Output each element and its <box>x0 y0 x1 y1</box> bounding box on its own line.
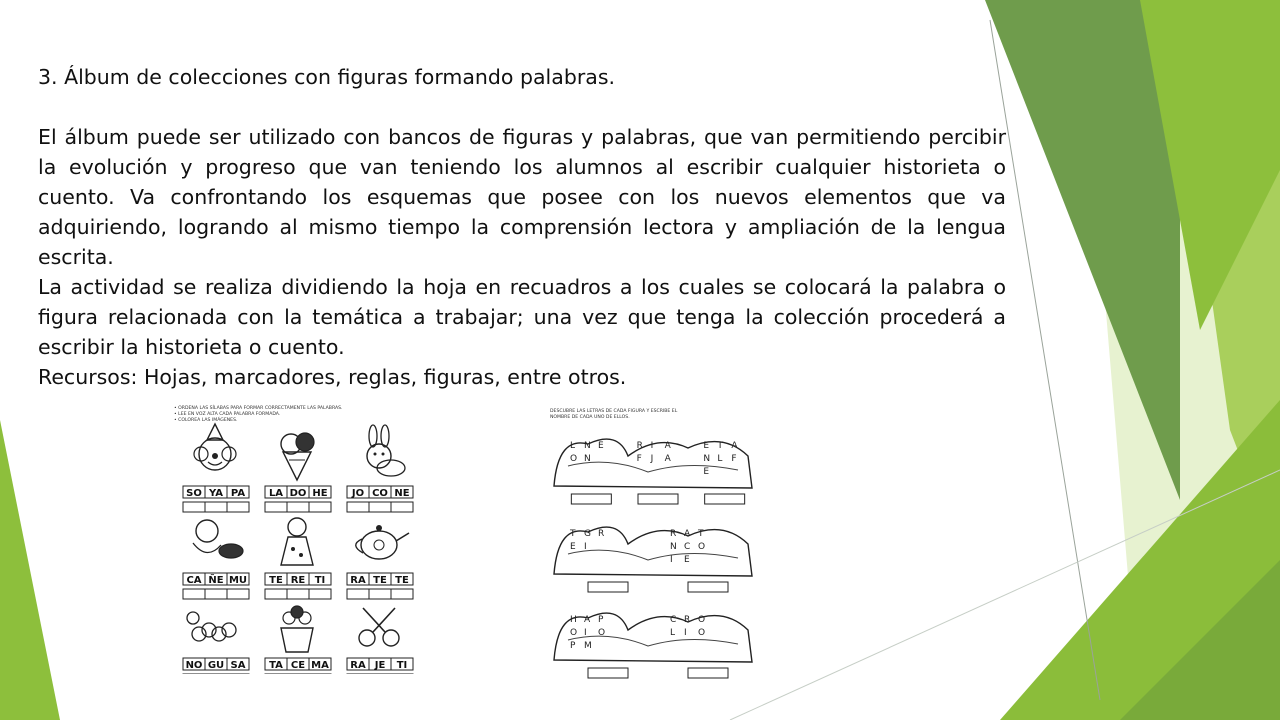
name-answer-box <box>688 582 728 592</box>
hidden-letter: N <box>584 454 591 464</box>
hidden-letter: O <box>598 628 606 638</box>
syllable-text: RA <box>350 660 366 671</box>
hidden-letter: I <box>684 628 687 638</box>
hidden-letter: C <box>670 615 677 625</box>
hidden-letter: E <box>598 441 604 451</box>
hidden-letter: R <box>670 529 677 539</box>
worksheet-cell <box>183 424 249 512</box>
answer-box <box>391 589 413 599</box>
hidden-letter: O <box>570 628 578 638</box>
answer-box <box>369 589 391 599</box>
hidden-letter: F <box>636 454 642 464</box>
facet-dark-top <box>985 0 1180 500</box>
worksheet-instruction: • COLOREA LAS IMÁGENES. <box>174 418 238 423</box>
hidden-letter: J <box>650 454 654 464</box>
paragraph-resources: Recursos: Hojas, marcadores, reglas, figuras, entre otros. <box>38 365 627 389</box>
syllable-text: TA <box>269 660 283 671</box>
slide-heading: 3. Álbum de colecciones con figuras formando palabras. <box>38 65 616 89</box>
hidden-letter: H <box>570 615 577 625</box>
syllable-text: CE <box>290 660 306 671</box>
worksheet-cell <box>265 433 331 512</box>
answer-box <box>265 502 287 512</box>
doll-icon <box>196 520 218 542</box>
worksheet-cell <box>183 520 249 599</box>
syllable-text: DO <box>289 488 307 499</box>
answer-box <box>183 502 205 512</box>
facet-left-green <box>0 420 60 720</box>
worksheet-instruction: • ORDENA LAS SÍLABAS PARA FORMAR CORRECTAMENTE LAS PALABRAS. <box>174 406 343 411</box>
syllable-text: MA <box>311 660 329 671</box>
worksheet-animals-image <box>548 404 760 680</box>
hidden-letter: T <box>717 441 723 451</box>
hidden-letter: T <box>570 529 576 539</box>
answer-box <box>183 589 205 599</box>
worksheet-instruction: • LEE EN VOZ ALTA CADA PALABRA FORMADA. <box>174 412 281 417</box>
syllable-text: LA <box>268 488 284 499</box>
hidden-letter: L <box>570 441 576 451</box>
hidden-letter: A <box>664 454 671 464</box>
syllable-text: NE <box>394 488 410 499</box>
hidden-letter: O <box>698 628 706 638</box>
syllable-text: NO <box>185 660 203 671</box>
hidden-letter: N <box>584 441 591 451</box>
hidden-letter: O <box>570 454 578 464</box>
hidden-letter: C <box>684 542 691 552</box>
answer-box <box>347 502 369 512</box>
hidden-letter: N <box>670 542 677 552</box>
hidden-letter: P <box>598 615 604 625</box>
hidden-letter: G <box>584 529 591 539</box>
syllable-text: SO <box>186 488 202 499</box>
hidden-letter: E <box>703 441 710 451</box>
hidden-letter: R <box>598 529 605 539</box>
teapot-icon <box>361 531 397 559</box>
hidden-letter: P <box>570 641 576 651</box>
syllable-text: CO <box>372 488 388 499</box>
worksheet-cell <box>265 606 331 674</box>
answer-box <box>391 502 413 512</box>
answer-box <box>227 589 249 599</box>
worksheet-cell <box>347 608 413 674</box>
answer-box <box>227 502 249 512</box>
syllable-text: TE <box>395 575 409 586</box>
flower-pot-icon <box>281 628 313 652</box>
worksheet-instruction: DESCUBRE LAS LETRAS DE CADA FIGURA Y ESCRIBE EL <box>550 409 678 414</box>
slide-text <box>38 62 1006 392</box>
name-answer-box <box>588 582 628 592</box>
answer-box <box>309 502 331 512</box>
hidden-letter: R <box>636 441 643 451</box>
answer-box <box>265 589 287 599</box>
animal-band <box>554 613 752 678</box>
syllable-text: RA <box>350 575 366 586</box>
answer-box <box>205 589 227 599</box>
animal-band <box>554 527 752 592</box>
hidden-letter: L <box>670 628 676 638</box>
scissors-icon <box>359 630 375 646</box>
hidden-letter: I <box>584 542 587 552</box>
worksheet-cell <box>183 612 249 674</box>
name-answer-box <box>571 494 611 504</box>
hidden-letter: N <box>703 454 711 464</box>
syllable-text: CA <box>186 575 202 586</box>
syllable-text: PA <box>230 488 246 499</box>
name-answer-box <box>688 668 728 678</box>
answer-box <box>205 502 227 512</box>
hidden-letter: E <box>703 467 710 477</box>
syllable-text: RE <box>290 575 306 586</box>
syllable-text: TE <box>373 575 387 586</box>
hidden-letter: A <box>664 441 671 451</box>
hidden-letter: I <box>670 555 673 565</box>
worksheet-cell <box>347 525 413 599</box>
syllable-text: TE <box>269 575 283 586</box>
hidden-letter: T <box>698 529 704 539</box>
hidden-letter: I <box>584 628 587 638</box>
hidden-letter: E <box>684 555 690 565</box>
hidden-letter: A <box>684 529 691 539</box>
hidden-letter: L <box>717 454 723 464</box>
syllable-text: ÑE <box>208 575 224 586</box>
syllable-text: JE <box>374 660 386 671</box>
hidden-letter: O <box>698 542 706 552</box>
worksheet-cell <box>347 425 413 512</box>
name-answer-box <box>588 668 628 678</box>
answer-box <box>287 502 309 512</box>
paragraph-activity: La actividad se realiza dividiendo la hoja en recuadros a los cuales se colocará la palabra o figura relacionada con la temática a trabajar; una vez que tenga la colección procederá a escribir la historieta o cuento. <box>38 275 1006 359</box>
hidden-letter: O <box>698 615 706 625</box>
hidden-letter: A <box>731 441 738 451</box>
hidden-letter: R <box>684 615 691 625</box>
name-answer-box <box>638 494 678 504</box>
answer-box <box>347 589 369 599</box>
rabbit-icon <box>369 425 377 447</box>
hidden-letter: I <box>650 441 654 451</box>
syllable-text: GU <box>207 660 225 671</box>
answer-box <box>309 589 331 599</box>
syllable-text: SA <box>230 660 246 671</box>
answer-box <box>287 589 309 599</box>
hidden-letter: A <box>584 615 591 625</box>
girl-doll-icon <box>288 518 306 536</box>
syllable-text: TI <box>396 660 408 671</box>
syllable-text: JO <box>351 488 365 499</box>
name-answer-box <box>705 494 745 504</box>
worksheet-syllables-image <box>170 402 425 674</box>
hidden-letter: E <box>570 542 576 552</box>
paragraph-album: El álbum puede ser utilizado con bancos de figuras y palabras, que van permitiendo percibir la evolución y progreso que van teniendo los alumnos al escribir cualquier historieta o cuento. Va confrontando los esquemas que posee con los nuevos elementos que va adquiriendo, logrando al mismo tiempo la comprensión lectora y ampliación de la lengua escrita. <box>38 125 1006 269</box>
hidden-letter: M <box>584 641 592 651</box>
syllable-text: MU <box>228 575 248 586</box>
answer-box <box>369 502 391 512</box>
animal-band <box>554 439 752 504</box>
syllable-text: HE <box>312 488 328 499</box>
syllable-text: TI <box>314 575 326 586</box>
worksheet-instruction: NOMBRE DE CADA UNO DE ELLOS. <box>550 415 630 420</box>
worksheet-cell <box>265 518 331 599</box>
hidden-letter: F <box>731 454 737 464</box>
syllable-text: YA <box>208 488 224 499</box>
